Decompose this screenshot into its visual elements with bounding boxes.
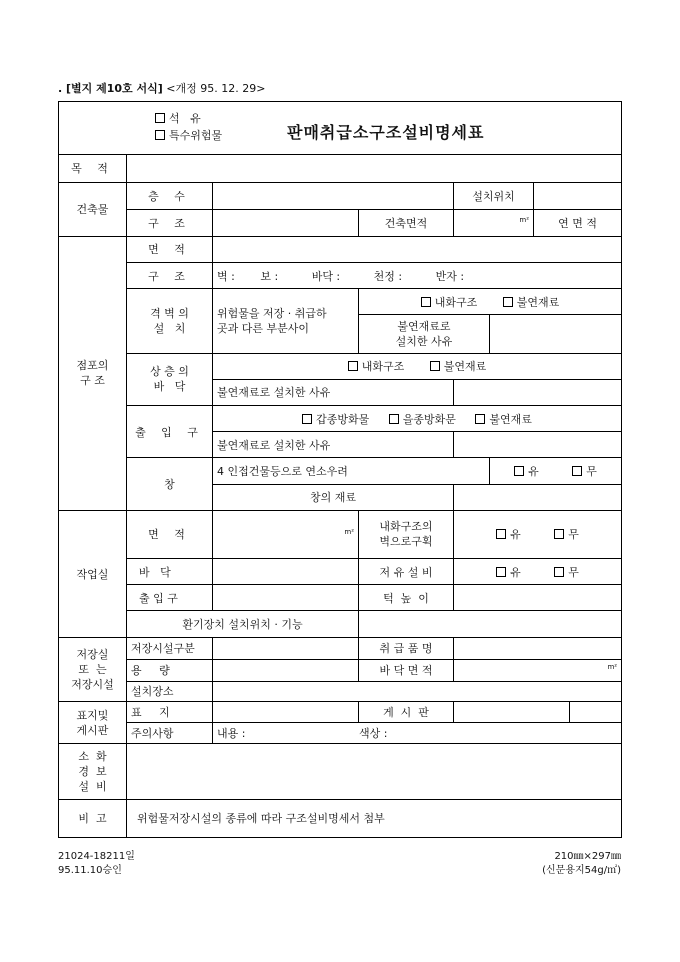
- structure-label: 구 조: [127, 209, 213, 236]
- structure-items[interactable]: 벽 : 보 : 바닥 : 천정 : 반자 :: [213, 263, 622, 289]
- checkbox-fire-door-a[interactable]: [302, 414, 312, 424]
- adjacent-risk-label: 4 인접건물등으로 연소우려: [213, 458, 490, 484]
- footer-left: [58, 850, 135, 878]
- fireproof-partition-options[interactable]: 유 무: [454, 510, 622, 558]
- workroom-area-field[interactable]: m²: [213, 510, 359, 558]
- upper-floor-label: 상 층 의 바 닥: [127, 353, 213, 405]
- partition-description: 위험물을 저장 · 취급하 곳과 다른 부분사이: [213, 289, 359, 353]
- checkbox-storage-no[interactable]: [554, 567, 564, 577]
- entrance-door-options[interactable]: 갑종방화물 을종방화문 불연재료: [213, 405, 622, 431]
- total-floor-area-label: 연 면 적: [534, 209, 622, 236]
- option-special-hazmat: 특수위험물: [169, 129, 223, 142]
- storage-facility-options[interactable]: 유 무: [454, 559, 622, 585]
- sign-board-label: 표지및 게시판: [59, 701, 127, 743]
- threshold-height-label: 턱 높 이: [359, 585, 454, 611]
- threshold-height-field[interactable]: [454, 585, 622, 611]
- checkbox-upper-fireproof[interactable]: [348, 361, 358, 371]
- footer-right: [542, 850, 621, 878]
- storage-type-field[interactable]: [213, 637, 359, 659]
- approval-date: 95.11.10승인: [58, 865, 122, 876]
- building-label: 건축물: [59, 182, 127, 236]
- caution-label: 주의사항: [127, 723, 213, 744]
- upper-noncomb-reason-label: 불연재료로 설치한 사유: [213, 379, 454, 405]
- notice-board-label: 게 시 판: [359, 701, 454, 722]
- workroom-entrance-label: 출 입 구: [127, 585, 213, 611]
- fireproof-partition-label: 내화구조의 벽으로구획: [359, 510, 454, 558]
- area-label: 면 적: [127, 236, 213, 262]
- workroom-floor-label: 바 닥: [127, 559, 213, 585]
- floors-field[interactable]: [213, 182, 454, 209]
- window-material-field[interactable]: [454, 484, 622, 510]
- checkbox-fireproof[interactable]: [421, 297, 431, 307]
- install-place-label: 설치장소: [127, 681, 213, 701]
- workroom-area-label: 면 적: [127, 510, 213, 558]
- fire-equipment-field[interactable]: [127, 744, 622, 799]
- store-structure-label: 점포의 구 조: [59, 236, 127, 510]
- building-structure-field[interactable]: [213, 209, 359, 236]
- entrance-noncomb-reason-label: 불연재료로 설치한 사유: [213, 432, 454, 458]
- notice-board-field[interactable]: [454, 701, 570, 722]
- remarks-label: 비 고: [59, 799, 127, 837]
- upper-noncomb-reason-field[interactable]: [454, 379, 622, 405]
- handled-item-label: 취 급 품 명: [359, 637, 454, 659]
- form-header: [58, 80, 265, 96]
- checkbox-noncombustible[interactable]: [503, 297, 513, 307]
- partition-noncomb-reason-label: 불연재료로 설치한 사유: [359, 315, 490, 353]
- checkbox-special-hazmat[interactable]: [155, 130, 165, 140]
- checkbox-entrance-noncombustible[interactable]: [475, 414, 485, 424]
- sign-label: 표 지: [127, 701, 213, 722]
- workroom-entrance-field[interactable]: [213, 585, 359, 611]
- storage-facility-label: 저 유 설 비: [359, 559, 454, 585]
- storage-type-label: 저장시설구분: [127, 637, 213, 659]
- remarks-text: 위험물저장시설의 종류에 따라 구조설비명세서 첨부: [127, 799, 622, 837]
- partition-wall-label: 격 벽 의 설 치: [127, 289, 213, 353]
- checkbox-storage-yes[interactable]: [496, 567, 506, 577]
- floors-label: 층 수: [127, 182, 213, 209]
- caution-field[interactable]: 내용 : 색상 :: [213, 723, 622, 744]
- title-block: [59, 102, 621, 154]
- sign-field[interactable]: [213, 701, 359, 722]
- handled-item-field[interactable]: [454, 637, 622, 659]
- purpose-field[interactable]: [127, 155, 622, 182]
- workroom-floor-field[interactable]: [213, 559, 359, 585]
- capacity-label: 용 량: [127, 659, 213, 681]
- checkbox-oil[interactable]: [155, 113, 165, 123]
- storage-room-label: 저장실 또 는 저장시설: [59, 637, 127, 701]
- ventilation-field[interactable]: [359, 611, 622, 637]
- checkbox-adjacent-no[interactable]: [572, 466, 582, 476]
- window-material-label: 창의 재료: [213, 484, 454, 510]
- capacity-field[interactable]: [213, 659, 359, 681]
- paper-size: 210㎜×297㎜: [554, 851, 621, 862]
- partition-material-options[interactable]: 내화구조 불연재료: [359, 289, 622, 315]
- install-location-field[interactable]: [534, 182, 622, 209]
- store-structure-row-label: 구 조: [127, 263, 213, 289]
- paper-type: (신문용지54g/㎡): [542, 865, 621, 876]
- partition-noncomb-reason-field[interactable]: [490, 315, 622, 353]
- floor-area-label: 바 닥 면 적: [359, 659, 454, 681]
- option-oil: 석 유: [169, 112, 201, 125]
- adjacent-risk-options[interactable]: 유 무: [490, 458, 622, 484]
- checkbox-partition-no[interactable]: [554, 529, 564, 539]
- install-location-label: 설치위치: [454, 182, 534, 209]
- entrance-noncomb-reason-field[interactable]: [454, 432, 622, 458]
- revision-date: <개정 95. 12. 29>: [166, 82, 266, 95]
- ventilation-label: 환기장치 설치위치 · 기능: [127, 611, 359, 637]
- floor-area-field[interactable]: m²: [454, 659, 622, 681]
- building-area-label: 건축면적: [359, 209, 454, 236]
- form-code: 21024-18211일: [58, 851, 135, 862]
- specification-form: [58, 101, 622, 838]
- checkbox-partition-yes[interactable]: [496, 529, 506, 539]
- entrance-label: 출 입 구: [127, 405, 213, 457]
- form-number: . [별지 제10호 서식]: [58, 82, 163, 95]
- workroom-label: 작업실: [59, 510, 127, 637]
- notice-board-extra-field[interactable]: [570, 701, 622, 722]
- upper-floor-options[interactable]: 내화구조 불연재료: [213, 353, 622, 379]
- form-title: 판매취급소구조설비명세표: [287, 123, 485, 142]
- store-area-field[interactable]: [213, 236, 622, 262]
- window-label: 창: [127, 458, 213, 510]
- checkbox-fire-door-b[interactable]: [389, 414, 399, 424]
- building-area-field[interactable]: m²: [454, 209, 534, 236]
- purpose-label: 목 적: [59, 155, 127, 182]
- checkbox-upper-noncombustible[interactable]: [430, 361, 440, 371]
- install-place-field[interactable]: [213, 681, 622, 701]
- fire-equipment-label: 소 화 경 보 설 비: [59, 744, 127, 799]
- checkbox-adjacent-yes[interactable]: [514, 466, 524, 476]
